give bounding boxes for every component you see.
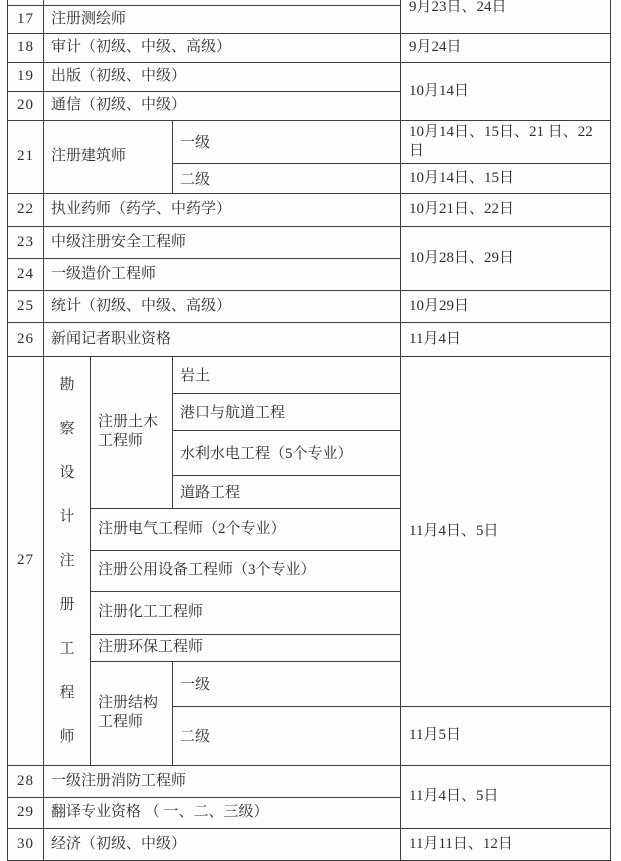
row-number: 26 — [8, 322, 44, 356]
exam-date: 10月14日、15日 — [401, 163, 611, 193]
exam-date: 11月4日、5日 — [401, 356, 611, 706]
table-row — [8, 828, 611, 860]
exam-name: 注册测绘师 — [44, 5, 401, 33]
row-number: 20 — [8, 91, 44, 120]
exam-name: 新闻记者职业资格 — [44, 322, 401, 356]
exam-name: 通信（初级、中级） — [44, 91, 401, 120]
exam-date — [401, 0, 611, 33]
table-row — [8, 356, 611, 393]
exam-date: 10月14日、15日、21 日、22日 — [401, 120, 611, 163]
row-number: 28 — [8, 765, 44, 797]
exam-name: 注册公用设备工程师（3个专业） — [91, 550, 401, 591]
table-row — [8, 193, 611, 226]
table-row — [8, 765, 611, 797]
table-row — [8, 322, 611, 356]
exam-date: 11月4日 — [401, 322, 611, 356]
exam-name: 出版（初级、中级） — [44, 62, 401, 91]
exam-specialty: 水利水电工程（5个专业） — [173, 430, 401, 475]
exam-date: 10月21日、22日 — [401, 193, 611, 226]
exam-specialty: 道路工程 — [173, 475, 401, 508]
row-number: 21 — [8, 120, 44, 193]
exam-name: 审计（初级、中级、高级） — [44, 33, 401, 62]
exam-specialty: 港口与航道工程 — [173, 393, 401, 430]
table-row — [8, 290, 611, 322]
exam-name: 注册土木工程师 — [91, 356, 173, 508]
exam-name: 注册结构工程师 — [91, 661, 173, 765]
exam-name: 经济（初级、中级） — [44, 828, 401, 860]
row-number: 22 — [8, 193, 44, 226]
row-number: 25 — [8, 290, 44, 322]
row-number: 19 — [8, 62, 44, 91]
row-number: 27 — [8, 356, 44, 765]
exam-level: 一级 — [173, 120, 401, 163]
exam-schedule-table — [7, 0, 611, 861]
exam-group-label: 勘察设计注册工程师 — [59, 376, 75, 745]
table-row — [8, 62, 611, 91]
exam-name: 注册建筑师 — [44, 120, 173, 193]
exam-date: 10月28日、29日 — [401, 226, 611, 290]
exam-name: 注册电气工程师（2个专业） — [91, 508, 401, 550]
row-number: 18 — [8, 33, 44, 62]
exam-level: 一级 — [173, 661, 401, 706]
row-number: 29 — [8, 797, 44, 828]
exam-date: 11月4日、5日 — [401, 765, 611, 828]
table-row — [8, 120, 611, 163]
row-number: 30 — [8, 828, 44, 860]
exam-date: 11月5日 — [401, 706, 611, 765]
exam-group-label-cell — [44, 356, 91, 765]
exam-level: 二级 — [173, 706, 401, 765]
exam-date: 10月14日 — [401, 62, 611, 120]
exam-name: 一级造价工程师 — [44, 258, 401, 290]
table-row — [8, 226, 611, 258]
table-row — [8, 33, 611, 62]
exam-level: 二级 — [173, 163, 401, 193]
exam-specialty: 岩土 — [173, 356, 401, 393]
exam-name: 翻译专业资格 （ 一、二、三级） — [44, 797, 401, 828]
exam-date: 9月24日 — [401, 33, 611, 62]
exam-name: 中级注册安全工程师 — [44, 226, 401, 258]
exam-date: 10月29日 — [401, 290, 611, 322]
row-number: 24 — [8, 258, 44, 290]
exam-name: 统计（初级、中级、高级） — [44, 290, 401, 322]
exam-name: 一级注册消防工程师 — [44, 765, 401, 797]
exam-name: 执业药师（药学、中药学） — [44, 193, 401, 226]
exam-date-text: 9月23日、24日 — [409, 0, 507, 15]
row-number: 17 — [8, 5, 44, 33]
exam-name: 注册化工工程师 — [91, 591, 401, 634]
row-number: 23 — [8, 226, 44, 258]
exam-date: 11月11日、12日 — [401, 828, 611, 860]
exam-name: 注册环保工程师 — [91, 634, 401, 661]
